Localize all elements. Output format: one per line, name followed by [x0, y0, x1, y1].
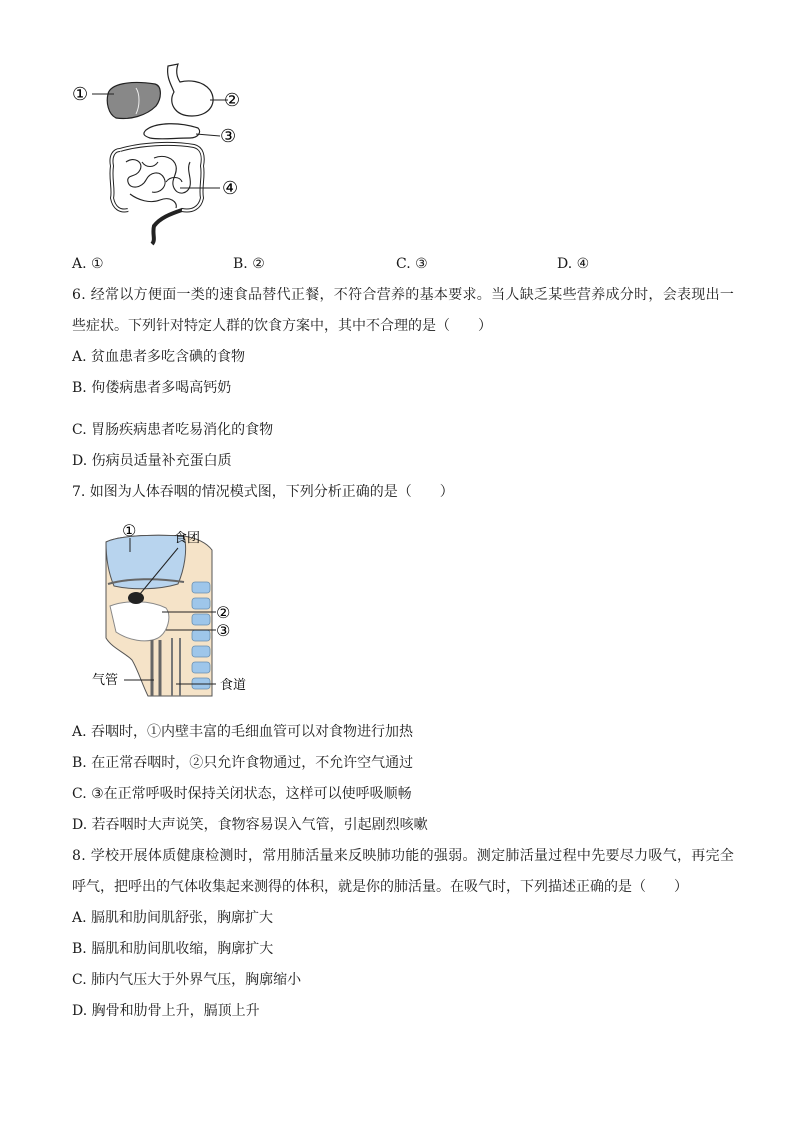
q5-option-d[interactable]: D. ④ — [557, 256, 590, 272]
pancreas-shape — [144, 124, 200, 139]
q8-stem-line1: 8. 学校开展体质健康检测时，常用肺活量来反映肺功能的强弱。测定肺活量过程中先要尽力吸气，再完全 — [72, 848, 735, 864]
q8-option-c[interactable]: C. 肺内气压大于外界气压，胸廓缩小 — [72, 972, 302, 988]
swallowing-figure — [88, 520, 268, 700]
large-intestine-shape — [111, 144, 202, 244]
q5-option-b[interactable]: B. ② — [233, 256, 265, 272]
fig7-label-food: 食团 — [174, 531, 201, 546]
fig5-label-1: ① — [72, 84, 89, 105]
fig7-label-trachea: 气管 — [92, 673, 119, 688]
fig5-label-2: ② — [224, 90, 241, 111]
q6-option-b[interactable]: B. 佝偻病患者多喝高钙奶 — [72, 380, 232, 396]
q5-option-c[interactable]: C. ③ — [396, 256, 428, 272]
q6-stem-line1: 6. 经常以方便面一类的速食品替代正餐，不符合营养的基本要求。当人缺乏某些营养成分时，会表现出一 — [72, 287, 735, 303]
liver-shape — [107, 82, 160, 118]
q8-option-a[interactable]: A. 膈肌和肋间肌舒张，胸廓扩大 — [72, 910, 274, 926]
spine — [192, 582, 210, 689]
q6-stem-line2: 些症状。下列针对特定人群的饮食方案中，其中不合理的是（ ） — [72, 318, 492, 334]
q6-option-d[interactable]: D. 伤病员适量补充蛋白质 — [72, 453, 232, 469]
small-intestine-shape — [126, 156, 190, 208]
q8-option-d[interactable]: D. 胸骨和肋骨上升，膈顶上升 — [72, 1003, 260, 1019]
fig7-label-2: ② — [216, 603, 231, 622]
q8-stem-line2: 呼气，把呼出的气体收集起来测得的体积，就是你的肺活量。在吸气时，下列描述正确的是（ ） — [72, 879, 688, 895]
fig7-label-esophagus: 食道 — [220, 678, 247, 693]
q7-option-b[interactable]: B. 在正常吞咽时，②只允许食物通过，不允许空气通过 — [72, 755, 414, 771]
stomach-shape — [168, 64, 214, 116]
q7-option-c[interactable]: C. ③在正常呼吸时保持关闭状态，这样可以使呼吸顺畅 — [72, 786, 412, 802]
q6-option-a[interactable]: A. 贫血患者多吃含碘的食物 — [72, 349, 246, 365]
food-bolus — [128, 592, 144, 604]
q7-option-a[interactable]: A. 吞咽时，①内壁丰富的毛细血管可以对食物进行加热 — [72, 724, 414, 740]
digestive-system-figure — [70, 58, 270, 248]
fig7-label-3: ③ — [216, 621, 231, 640]
q7-stem: 7. 如图为人体吞咽的情况模式图，下列分析正确的是（ ） — [72, 484, 454, 500]
q7-option-d[interactable]: D. 若吞咽时大声说笑，食物容易误入气管，引起剧烈咳嗽 — [72, 817, 428, 833]
fig7-label-1: ① — [122, 521, 137, 540]
q6-option-c[interactable]: C. 胃肠疾病患者吃易消化的食物 — [72, 422, 274, 438]
fig5-label-3: ③ — [220, 126, 237, 147]
q5-option-a[interactable]: A. ① — [72, 256, 104, 272]
fig5-label-4: ④ — [222, 178, 239, 199]
q8-option-b[interactable]: B. 膈肌和肋间肌收缩，胸廓扩大 — [72, 941, 274, 957]
